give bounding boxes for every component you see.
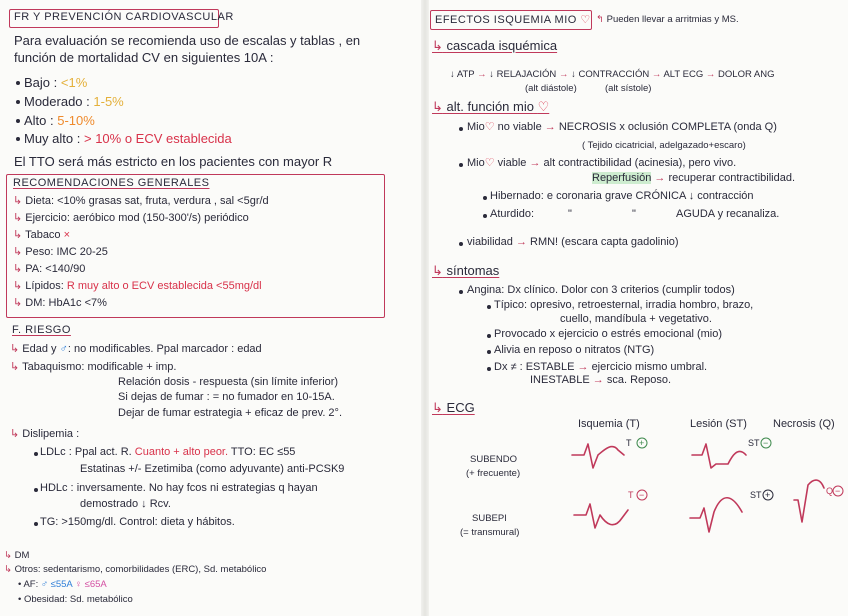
- bullet: [34, 452, 38, 456]
- ldlc-line-1: LDLc : Ppal act. R. Cuanto + alto peor. TTO: EC ≤55: [40, 446, 296, 458]
- hdlc-line-1: HDLc : inversamente. No hay fcos ni estrategias q hayan: [40, 482, 318, 494]
- rec-lipidos: ↳ Lípidos: R muy alto o ECV establecida <55mg/dl: [13, 280, 262, 292]
- dx-estable: Dx ≠ : ESTABLE → ejercicio mismo umbral.: [494, 361, 708, 373]
- cascada-sub-1: (alt diástole): [525, 83, 577, 94]
- bullet: [16, 100, 20, 104]
- tabaquismo-line-3: Si dejas de fumar : = no fumador en 10-15A.: [118, 391, 335, 403]
- ecg-isquemia-subepi-wave: [574, 504, 628, 528]
- bullet: [459, 242, 463, 246]
- risk-moderado: Moderado : 1-5%: [24, 94, 124, 109]
- isquemia-title: EFECTOS ISQUEMIA MIO ♡: [435, 14, 591, 26]
- bullet: [34, 488, 38, 492]
- tabaquismo-line-4: Dejar de fumar estrategia + eficaz de prev. 2°.: [118, 407, 343, 419]
- fr-title: FR Y PREVENCIÓN CARDIOVASCULAR: [14, 11, 234, 23]
- rec-title: RECOMENDACIONES GENERALES: [13, 177, 210, 189]
- ecg-col-isquemia: Isquemia (T): [578, 418, 640, 430]
- intro-line-1: Para evaluación se recomienda uso de escalas y tablas , en: [14, 33, 361, 48]
- bullet: [16, 119, 20, 123]
- mio-viable: Mio♡ viable → alt contractibilidad (acinesia), pero vivo.: [467, 157, 737, 169]
- risk-bajo: Bajo : <1%: [24, 75, 88, 90]
- hibernado-line: Hibernado: e coronaria grave CRÓNICA ↓ contracción: [490, 190, 754, 202]
- rec-tabaco: ↳ Tabaco ×: [13, 229, 71, 241]
- viabilidad-line: viabilidad → RMN! (escara capta gadolinio): [467, 236, 679, 248]
- riesgo-obesidad: • Obesidad: Sd. metabólico: [18, 594, 133, 605]
- aturdido-label: Aturdido:: [490, 208, 535, 220]
- riesgo-af: • AF: ♂ ≤55A ♀ ≤65A: [18, 579, 107, 590]
- rec-ejercicio: ↳ Ejercicio: aeróbico mod (150-300'/s) periódico: [13, 212, 249, 224]
- marker-st-down-sign: −: [763, 438, 769, 448]
- isquemia-note: ↰ Pueden llevar a arritmias y MS.: [596, 14, 739, 25]
- cascada-title: ↳ cascada isquémica: [432, 38, 558, 53]
- ecg-col-necrosis: Necrosis (Q): [773, 418, 835, 430]
- riesgo-title: F. RIESGO: [12, 324, 71, 336]
- marker-t-down-sign: −: [639, 490, 645, 500]
- bullet: [487, 334, 491, 338]
- alivia-line: Alivia en reposo o nitratos (NTG): [494, 344, 655, 356]
- riesgo-otros: ↳ Otros: sedentarismo, comorbilidades (ERC), Sd. metabólico: [4, 564, 267, 575]
- aturdido-value: AGUDA y recanaliza.: [676, 208, 780, 220]
- ecg-row-subendo: SUBENDO: [470, 454, 517, 465]
- ecg-col-lesion: Lesión (ST): [690, 418, 747, 430]
- ecg-row-subendo-note: (+ frecuente): [466, 468, 521, 479]
- cascada-sub-2: (alt sístole): [605, 83, 652, 94]
- alt-funcion-title: ↳ alt. función mio ♡: [432, 99, 550, 114]
- bullet: [483, 196, 487, 200]
- ldlc-line-2: Estatinas +/- Ezetimiba (como adyuvante) anti-PCSK9: [80, 463, 345, 475]
- mio-no-viable-note: ( Tejido cicatricial, adelgazado+escaro): [582, 140, 746, 151]
- bullet: [459, 290, 463, 294]
- rec-dm: ↳ DM: HbA1c <7%: [13, 297, 107, 309]
- angina-line: Angina: Dx clínico. Dolor con 3 criterios (cumplir todos): [467, 284, 735, 296]
- bullet: [487, 305, 491, 309]
- marker-q-sign: −: [835, 486, 841, 496]
- bullet: [459, 127, 463, 131]
- riesgo-dislipemia: ↳ Dislipemia :: [10, 428, 80, 440]
- tabaquismo-line-2: Relación dosis - respuesta (sin límite inferior): [118, 376, 339, 388]
- tipico-line-2: cuello, mandíbula + vegetativo.: [560, 313, 712, 325]
- ecg-waveforms: [560, 430, 848, 550]
- ecg-row-subepi-note: (= transmural): [460, 527, 520, 538]
- marker-t-up-label: T: [626, 438, 632, 448]
- ecg-necrosis-wave: [794, 480, 824, 522]
- tg-line: TG: >150mg/dl. Control: dieta y hábitos.: [40, 516, 235, 528]
- bullet: [483, 214, 487, 218]
- aturdido-ditto-2: ": [632, 208, 636, 220]
- marker-st-down-label: ST: [748, 438, 760, 448]
- cascada-chain: ↓ ATP → ↓ RELAJACIÓN → ↓ CONTRACCIÓN → ALT ECG → DOLOR ANG: [450, 69, 775, 80]
- ecg-lesion-subepi-wave: [690, 498, 742, 532]
- rec-peso: ↳ Peso: IMC 20-25: [13, 246, 108, 258]
- ecg-lesion-subendo-wave: [692, 444, 746, 468]
- bullet: [16, 81, 20, 85]
- riesgo-tabaquismo: ↳ Tabaquismo: modificable + imp.: [10, 361, 177, 373]
- page-fold: [421, 0, 429, 616]
- bullet: [487, 350, 491, 354]
- marker-q-label: Q: [826, 486, 834, 496]
- bullet: [16, 137, 20, 141]
- mio-no-viable: Mio♡ no viable → NECROSIS x oclusión COMPLETA (onda Q): [467, 121, 777, 133]
- aturdido-ditto-1: ": [568, 208, 572, 220]
- intro-line-2: función de mortalidad CV en siguientes 10A :: [14, 50, 274, 65]
- sintomas-title: ↳ síntomas: [432, 263, 500, 278]
- risk-muy-alto: Muy alto : > 10% o ECV establecida: [24, 131, 232, 146]
- ecg-isquemia-subendo-wave: [572, 444, 624, 468]
- ecg-title: ↳ ECG: [432, 400, 475, 415]
- rec-pa: ↳ PA: <140/90: [13, 263, 86, 275]
- bullet: [34, 522, 38, 526]
- rec-dieta: ↳ Dieta: <10% grasas sat, fruta, verdura , sal <5gr/d: [13, 195, 269, 207]
- ecg-row-subepi: SUBEPI: [472, 513, 507, 524]
- reperfusion-line: Reperfusión → recuperar contractibilidad.: [592, 172, 796, 184]
- marker-st-up-sign: +: [765, 490, 771, 500]
- riesgo-dm: ↳ DM: [4, 550, 30, 561]
- marker-st-up-label: ST: [750, 490, 762, 500]
- riesgo-edad: ↳ Edad y ♂: no modificables. Ppal marcador : edad: [10, 343, 262, 355]
- tto-line: El TTO será más estricto en los pacientes con mayor R: [14, 154, 333, 169]
- bullet: [459, 163, 463, 167]
- marker-t-up-sign: +: [639, 438, 645, 448]
- marker-t-down-label: T: [628, 490, 634, 500]
- risk-alto: Alto : 5-10%: [24, 113, 95, 128]
- tipico-line: Típico: opresivo, retroesternal, irradia hombro, brazo,: [494, 299, 754, 311]
- provocado-line: Provocado x ejercicio o estrés emocional (mio): [494, 328, 723, 340]
- dx-inestable: INESTABLE → sca. Reposo.: [530, 374, 672, 386]
- hdlc-line-2: demostrado ↓ Rcv.: [80, 498, 171, 510]
- bullet: [487, 367, 491, 371]
